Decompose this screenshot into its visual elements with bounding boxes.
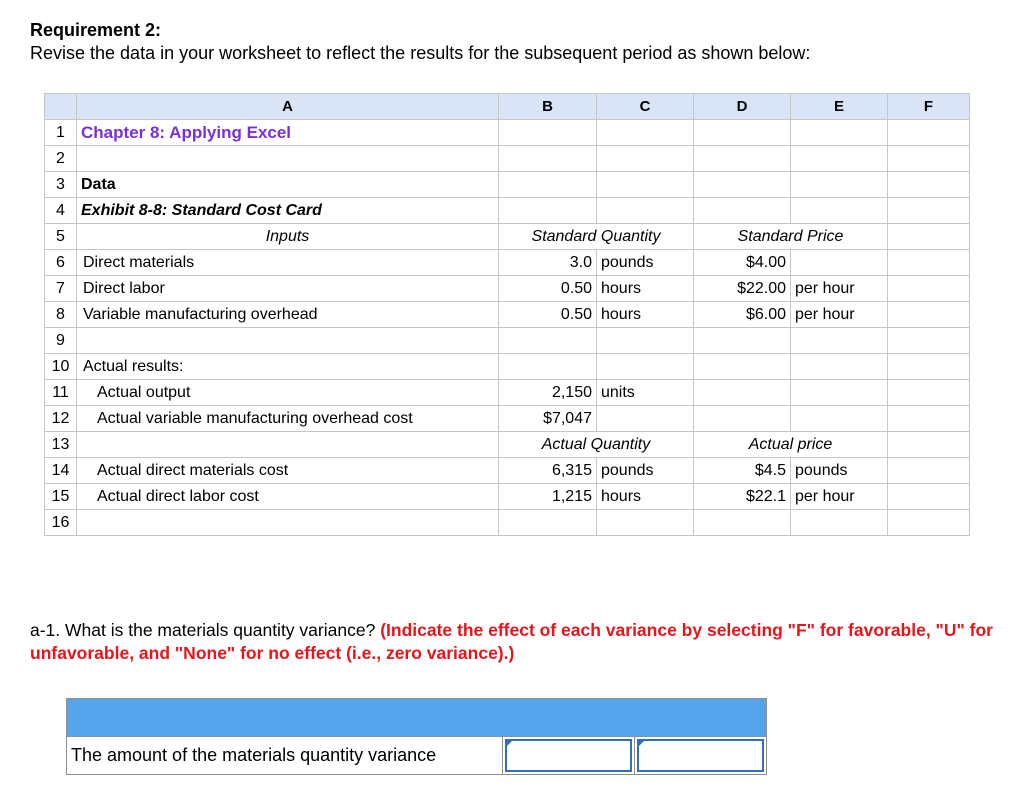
cell-a14[interactable]: Actual direct materials cost bbox=[77, 458, 499, 484]
row-number: 9 bbox=[45, 328, 77, 354]
amount-input-cell bbox=[503, 737, 635, 775]
answer-table bbox=[66, 698, 767, 775]
effect-select[interactable] bbox=[637, 739, 764, 772]
row-number: 16 bbox=[45, 510, 77, 536]
cell-f2[interactable] bbox=[888, 146, 970, 172]
cell-f14[interactable] bbox=[888, 458, 970, 484]
cell-a5[interactable]: Inputs bbox=[77, 224, 499, 250]
cell-d9[interactable] bbox=[694, 328, 791, 354]
row-number: 3 bbox=[45, 172, 77, 198]
cell-c4[interactable] bbox=[597, 198, 694, 224]
column-header-row bbox=[45, 94, 970, 120]
cell-d14[interactable]: $4.5 bbox=[694, 458, 791, 484]
cell-d15[interactable]: $22.1 bbox=[694, 484, 791, 510]
cell-d6[interactable]: $4.00 bbox=[694, 250, 791, 276]
table-row bbox=[45, 328, 970, 354]
column-header-d[interactable]: D bbox=[694, 94, 791, 120]
column-header-b[interactable]: B bbox=[499, 94, 597, 120]
cell-d2[interactable] bbox=[694, 146, 791, 172]
cell-e4[interactable] bbox=[791, 198, 888, 224]
cell-a8[interactable]: Variable manufacturing overhead bbox=[77, 302, 499, 328]
cell-b11[interactable]: 2,150 bbox=[499, 380, 597, 406]
table-row bbox=[45, 458, 970, 484]
spreadsheet-grid bbox=[44, 93, 970, 536]
cell-e2[interactable] bbox=[791, 146, 888, 172]
cell-e11[interactable] bbox=[791, 380, 888, 406]
row-number: 5 bbox=[45, 224, 77, 250]
cell-d11[interactable] bbox=[694, 380, 791, 406]
cell-c12[interactable] bbox=[597, 406, 694, 432]
cell-f6[interactable] bbox=[888, 250, 970, 276]
table-row bbox=[45, 302, 970, 328]
cell-a4[interactable]: Exhibit 8-8: Standard Cost Card bbox=[77, 198, 499, 224]
row-number: 15 bbox=[45, 484, 77, 510]
cell-a1[interactable]: Chapter 8: Applying Excel bbox=[77, 120, 499, 146]
dropdown-marker-icon bbox=[505, 739, 514, 748]
cell-d5[interactable]: Standard Price bbox=[694, 224, 888, 250]
table-row bbox=[45, 510, 970, 536]
row-number: 10 bbox=[45, 354, 77, 380]
row-number: 11 bbox=[45, 380, 77, 406]
cell-a12[interactable]: Actual variable manufacturing overhead cost bbox=[77, 406, 499, 432]
cell-e7[interactable]: per hour bbox=[791, 276, 888, 302]
cell-f4[interactable] bbox=[888, 198, 970, 224]
cell-c9[interactable] bbox=[597, 328, 694, 354]
cell-c1[interactable] bbox=[597, 120, 694, 146]
cell-e12[interactable] bbox=[791, 406, 888, 432]
answer-header-row bbox=[67, 699, 767, 737]
cell-f8[interactable] bbox=[888, 302, 970, 328]
question-prefix: a-1. What is the materials quantity variance? bbox=[30, 620, 376, 640]
cell-d12[interactable] bbox=[694, 406, 791, 432]
cell-a2[interactable] bbox=[77, 146, 499, 172]
question-text bbox=[30, 619, 1000, 665]
cell-f1[interactable] bbox=[888, 120, 970, 146]
answer-row bbox=[67, 737, 767, 775]
table-row bbox=[45, 224, 970, 250]
row-number: 12 bbox=[45, 406, 77, 432]
requirement-title: Requirement 2: bbox=[30, 20, 162, 40]
cell-d1[interactable] bbox=[694, 120, 791, 146]
cell-a15[interactable]: Actual direct labor cost bbox=[77, 484, 499, 510]
cell-c3[interactable] bbox=[597, 172, 694, 198]
row-number: 13 bbox=[45, 432, 77, 458]
amount-input[interactable] bbox=[505, 739, 632, 772]
cell-d8[interactable]: $6.00 bbox=[694, 302, 791, 328]
effect-select-cell bbox=[635, 737, 767, 775]
table-row bbox=[45, 380, 970, 406]
cell-f15[interactable] bbox=[888, 484, 970, 510]
cell-e15[interactable]: per hour bbox=[791, 484, 888, 510]
cell-e14[interactable]: pounds bbox=[791, 458, 888, 484]
cell-f12[interactable] bbox=[888, 406, 970, 432]
cell-b15[interactable]: 1,215 bbox=[499, 484, 597, 510]
row-number: 4 bbox=[45, 198, 77, 224]
cell-e1[interactable] bbox=[791, 120, 888, 146]
row-number: 2 bbox=[45, 146, 77, 172]
cell-b1[interactable] bbox=[499, 120, 597, 146]
table-row bbox=[45, 250, 970, 276]
cell-c11[interactable]: units bbox=[597, 380, 694, 406]
cell-e3[interactable] bbox=[791, 172, 888, 198]
cell-c2[interactable] bbox=[597, 146, 694, 172]
table-row bbox=[45, 120, 970, 146]
table-row bbox=[45, 406, 970, 432]
cell-c14[interactable]: pounds bbox=[597, 458, 694, 484]
cell-c8[interactable]: hours bbox=[597, 302, 694, 328]
cell-f9[interactable] bbox=[888, 328, 970, 354]
cell-b4[interactable] bbox=[499, 198, 597, 224]
table-row bbox=[45, 146, 970, 172]
cell-a7[interactable]: Direct labor bbox=[77, 276, 499, 302]
cell-a13[interactable] bbox=[77, 432, 499, 458]
column-header-f[interactable]: F bbox=[888, 94, 970, 120]
table-row bbox=[45, 354, 970, 380]
row-number: 6 bbox=[45, 250, 77, 276]
table-row bbox=[45, 172, 970, 198]
row-number: 1 bbox=[45, 120, 77, 146]
column-header-c[interactable]: C bbox=[597, 94, 694, 120]
cell-d4[interactable] bbox=[694, 198, 791, 224]
question-instruction: (Indicate the effect of each variance by selecting "F" for favorable, "U" for unfavorable, and "None" for no effect (i.e., zero variance).) bbox=[30, 620, 993, 663]
cell-b10[interactable] bbox=[499, 354, 597, 380]
cell-f5[interactable] bbox=[888, 224, 970, 250]
row-number: 7 bbox=[45, 276, 77, 302]
table-row bbox=[45, 484, 970, 510]
cell-d13[interactable]: Actual price bbox=[694, 432, 888, 458]
cell-d3[interactable] bbox=[694, 172, 791, 198]
cell-c7[interactable]: hours bbox=[597, 276, 694, 302]
row-number: 8 bbox=[45, 302, 77, 328]
cell-b13[interactable]: Actual Quantity bbox=[499, 432, 694, 458]
cell-a11[interactable]: Actual output bbox=[77, 380, 499, 406]
cell-d16[interactable] bbox=[694, 510, 791, 536]
cell-e8[interactable]: per hour bbox=[791, 302, 888, 328]
cell-c15[interactable]: hours bbox=[597, 484, 694, 510]
requirement-text: Revise the data in your worksheet to reflect the results for the subsequent period as shown below: bbox=[30, 43, 811, 63]
cell-b5[interactable]: Standard Quantity bbox=[499, 224, 694, 250]
corner-cell bbox=[45, 94, 77, 120]
dropdown-marker-icon bbox=[637, 739, 646, 748]
cell-f11[interactable] bbox=[888, 380, 970, 406]
cell-f3[interactable] bbox=[888, 172, 970, 198]
cell-b6[interactable]: 3.0 bbox=[499, 250, 597, 276]
cell-b2[interactable] bbox=[499, 146, 597, 172]
cell-a9[interactable] bbox=[77, 328, 499, 354]
cell-e10[interactable] bbox=[791, 354, 888, 380]
table-row bbox=[45, 276, 970, 302]
cell-c6[interactable]: pounds bbox=[597, 250, 694, 276]
answer-label: The amount of the materials quantity variance bbox=[67, 737, 503, 775]
cell-c10[interactable] bbox=[597, 354, 694, 380]
cell-e6[interactable] bbox=[791, 250, 888, 276]
answer-header bbox=[67, 699, 767, 737]
row-number: 14 bbox=[45, 458, 77, 484]
column-header-a[interactable]: A bbox=[77, 94, 499, 120]
cell-f16[interactable] bbox=[888, 510, 970, 536]
cell-b12[interactable]: $7,047 bbox=[499, 406, 597, 432]
cell-f7[interactable] bbox=[888, 276, 970, 302]
table-row bbox=[45, 432, 970, 458]
cell-d7[interactable]: $22.00 bbox=[694, 276, 791, 302]
cell-b14[interactable]: 6,315 bbox=[499, 458, 597, 484]
cell-b7[interactable]: 0.50 bbox=[499, 276, 597, 302]
cell-c16[interactable] bbox=[597, 510, 694, 536]
cell-f10[interactable] bbox=[888, 354, 970, 380]
cell-e9[interactable] bbox=[791, 328, 888, 354]
cell-e16[interactable] bbox=[791, 510, 888, 536]
cell-b3[interactable] bbox=[499, 172, 597, 198]
cell-b16[interactable] bbox=[499, 510, 597, 536]
table-row bbox=[45, 198, 970, 224]
cell-f13[interactable] bbox=[888, 432, 970, 458]
cell-b8[interactable]: 0.50 bbox=[499, 302, 597, 328]
cell-a6[interactable]: Direct materials bbox=[77, 250, 499, 276]
cell-a3[interactable]: Data bbox=[77, 172, 499, 198]
cell-a10[interactable]: Actual results: bbox=[77, 354, 499, 380]
cell-b9[interactable] bbox=[499, 328, 597, 354]
cell-d10[interactable] bbox=[694, 354, 791, 380]
cell-a16[interactable] bbox=[77, 510, 499, 536]
column-header-e[interactable]: E bbox=[791, 94, 888, 120]
